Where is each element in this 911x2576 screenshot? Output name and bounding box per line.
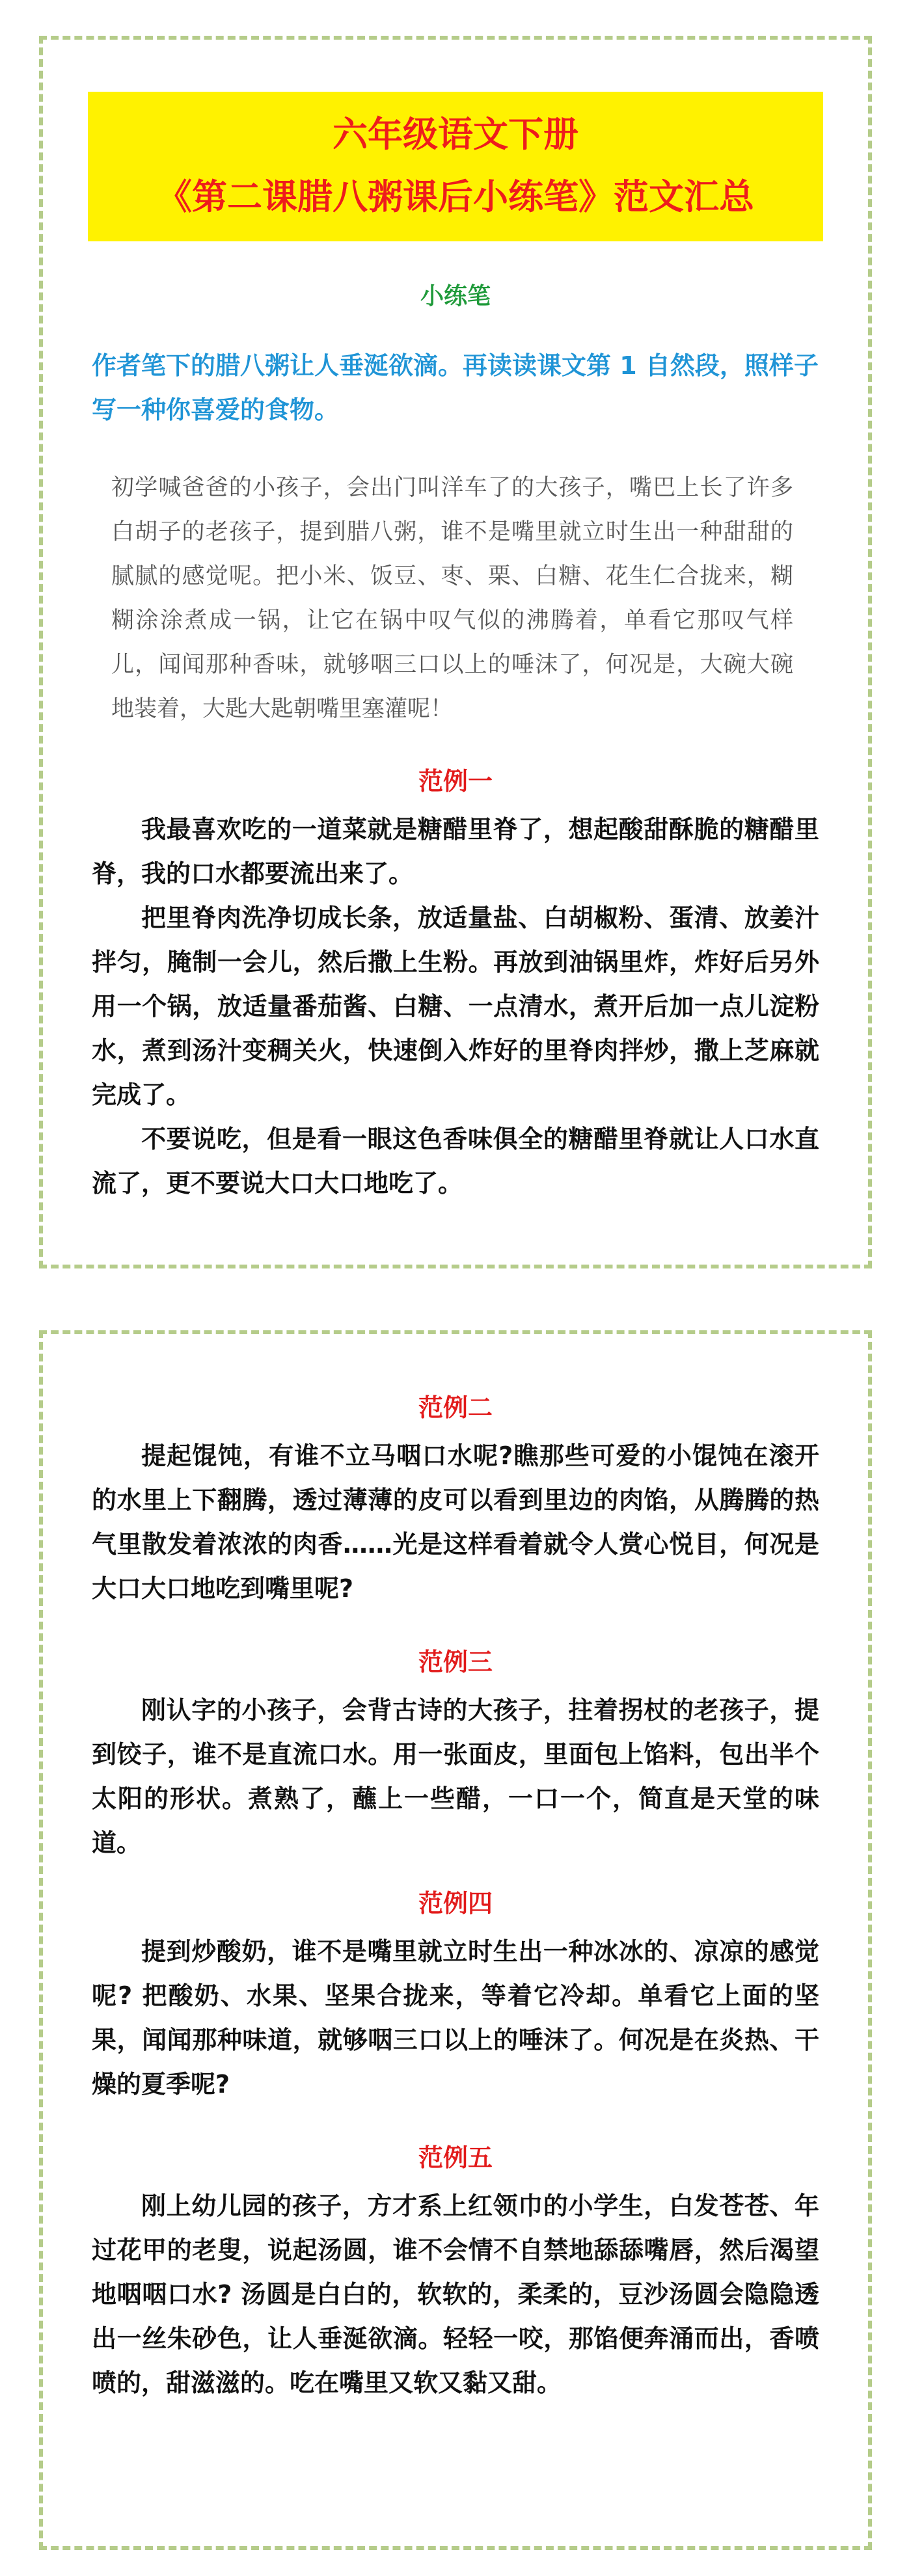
example-4-paragraph: 提到炒酸奶，谁不是嘴里就立时生出一种冰冰的、凉凉的感觉呢? 把酸奶、水果、坚果合拢来，等着它冷却。单看它上面的坚果，闻闻那种味道，就够咽三口以上的唾沫了。何况是在炎热、干燥的夏季呢? xyxy=(92,1937,819,2099)
worksheet-card-1 xyxy=(39,36,872,1268)
section-label: 小练笔 xyxy=(420,283,491,310)
example-2-title: 范例二 xyxy=(418,1393,493,1422)
example-3-paragraph: 刚认字的小孩子，会背古诗的大孩子，拄着拐杖的老孩子，提到饺子，谁不是直流口水。用一张面皮，里面包上馅料，包出半个太阳的形状。煮熟了，蘸上一些醋，一口一个，简直是天堂的味道。 xyxy=(92,1696,819,1857)
example-5-paragraph: 刚上幼儿园的孩子，方才系上红领巾的小学生，白发苍苍、年过花甲的老叟，说起汤圆，谁不会情不自禁地舔舔嘴唇，然后渴望地咽咽口水? 汤圆是白白的，软软的，柔柔的，豆沙汤圆会隐隐透出一丝朱砂色，让人垂涎欲滴。轻轻一咬，那馅便奔涌而出，香喷喷的，甜滋滋的。吃在嘴里又软又黏又甜。 xyxy=(92,2192,819,2397)
example-1-paragraph: 我最喜欢吃的一道菜就是糖醋里脊了，想起酸甜酥脆的糖醋里脊，我的口水都要流出来了。 xyxy=(92,815,819,888)
title-banner xyxy=(88,92,823,241)
example-5-title: 范例五 xyxy=(418,2143,493,2172)
task-prompt: 作者笔下的腊八粥让人垂涎欲滴。再读读课文第 1 自然段，照样子写一种你喜爱的食物。 xyxy=(92,351,819,424)
example-4-title: 范例四 xyxy=(418,1889,493,1918)
example-1-paragraph: 不要说吃，但是看一眼这色香味俱全的糖醋里脊就让人口水直流了，更不要说大口大口地吃了。 xyxy=(92,1125,819,1198)
example-1-title: 范例一 xyxy=(418,767,493,796)
source-excerpt: 初学喊爸爸的小孩子，会出门叫洋车了的大孩子，嘴巴上长了许多白胡子的老孩子，提到腊八粥，谁不是嘴里就立时生出一种甜甜的腻腻的感觉呢。把小米、饭豆、枣、栗、白糖、花生仁合拢来，糊糊涂涂煮成一锅，让它在锅中叹气似的沸腾着，单看它那叹气样儿，闻闻那种香味，就够咽三口以上的唾沫了，何况是，大碗大碗地装着，大匙大匙朝嘴里塞灌呢！ xyxy=(111,475,793,722)
example-1-paragraph: 把里脊肉洗净切成长条，放适量盐、白胡椒粉、蛋清、放姜汁拌匀，腌制一会儿，然后撒上生粉。再放到油锅里炸，炸好后另外用一个锅，放适量番茄酱、白糖、一点清水，煮开后加一点儿淀粉水，煮到汤汁变稠关火，快速倒入炸好的里脊肉拌炒，撒上芝麻就完成了。 xyxy=(92,904,819,1109)
title-line-2: 《第二课腊八粥课后小练笔》范文汇总 xyxy=(157,176,754,217)
example-2-paragraph: 提起馄饨，有谁不立马咽口水呢?瞧那些可爱的小馄饨在滚开的水里上下翻腾，透过薄薄的皮可以看到里边的肉馅，从腾腾的热气里散发着浓浓的肉香……光是这样看着就令人赏心悦目，何况是大口大口地吃到嘴里呢? xyxy=(92,1442,819,1603)
worksheet-card-2 xyxy=(39,1330,872,2550)
title-line-1: 六年级语文下册 xyxy=(333,114,578,155)
example-3-title: 范例三 xyxy=(418,1648,493,1676)
